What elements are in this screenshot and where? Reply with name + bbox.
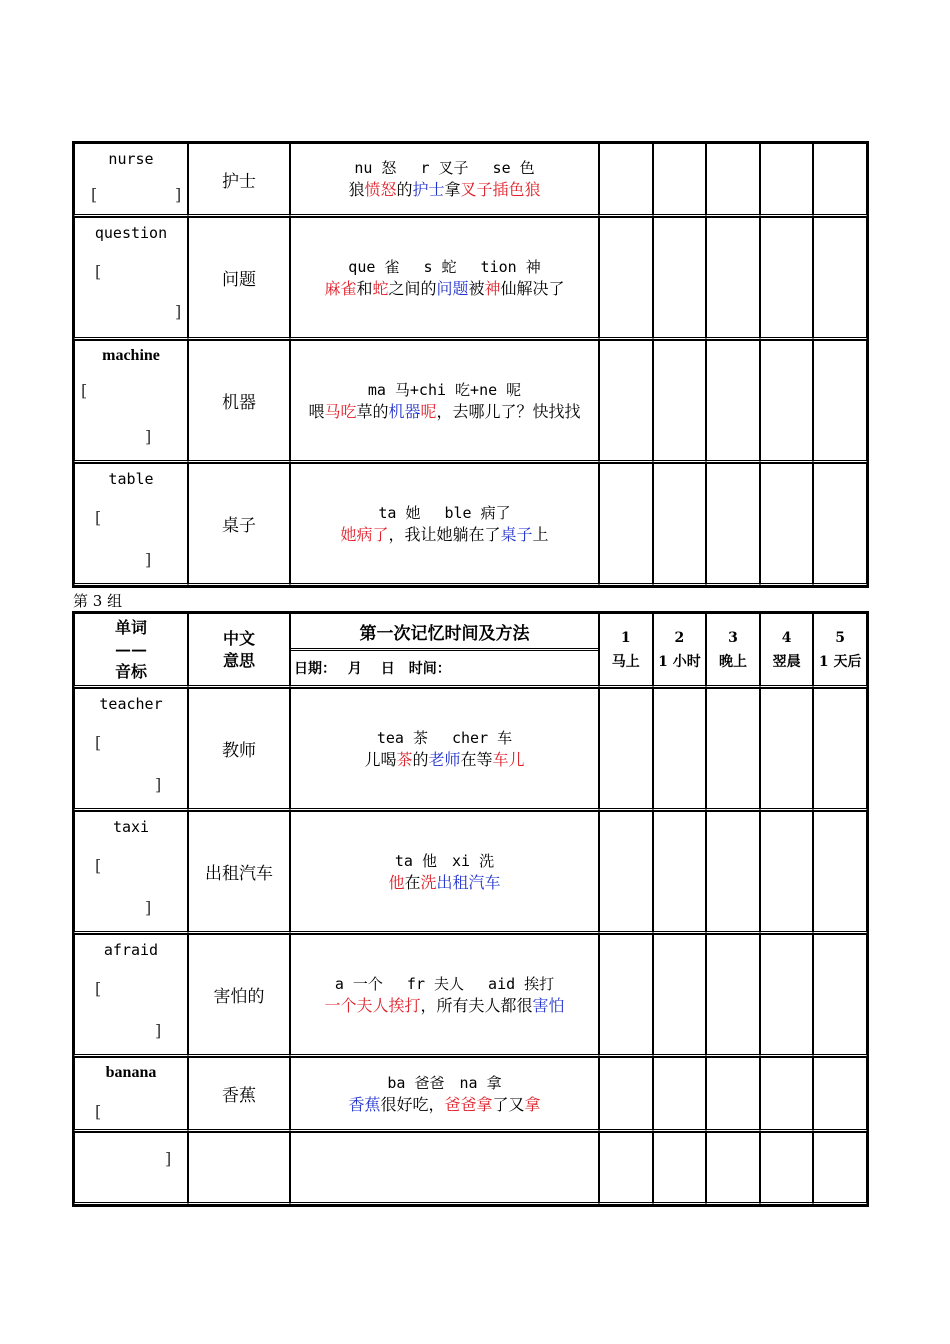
review-check-cell[interactable]	[706, 143, 760, 217]
story-segment: 爸爸拿	[444, 1094, 493, 1114]
header-method-title: 第一次记忆时间及方法	[291, 614, 598, 651]
story-segment: 香蕉	[348, 1094, 381, 1114]
story-segment: 狼	[348, 180, 365, 199]
review-check-cell[interactable]	[813, 934, 867, 1057]
review-check-cell[interactable]	[813, 217, 867, 340]
story-segment: 神	[484, 278, 501, 298]
memory-story	[291, 1094, 598, 1115]
word-cell	[74, 217, 188, 340]
memory-story	[291, 872, 598, 893]
memory-method	[290, 217, 599, 340]
word-row	[74, 688, 867, 811]
review-check-cell[interactable]	[813, 811, 867, 934]
story-segment: 草的	[356, 401, 389, 421]
header-dash: ——	[115, 639, 147, 659]
word-row	[74, 1057, 867, 1132]
syllable-breakdown: a 一个 fr 夫人 aid 挨打	[334, 974, 555, 993]
syllable-breakdown: ta 她 ble 病了	[378, 503, 511, 522]
review-check-cell[interactable]	[599, 811, 653, 934]
word-table-group-2	[72, 141, 869, 588]
english-word: nurse	[108, 150, 154, 168]
story-segment: 儿喝	[364, 749, 397, 769]
chinese-meaning: 桌子	[188, 463, 290, 586]
story-segment: 马吃	[324, 401, 357, 421]
chinese-meaning: 护士	[188, 143, 290, 217]
review-check-cell[interactable]	[706, 934, 760, 1057]
phonetic-bracket-open: [	[95, 262, 102, 281]
review-check-cell[interactable]	[706, 688, 760, 811]
memory-story	[291, 401, 598, 422]
header-word-cell	[74, 613, 188, 688]
group-label: 第 3 组	[73, 592, 123, 610]
phonetic-bracket-close: ]	[165, 1149, 172, 1168]
review-check-cell[interactable]	[760, 463, 814, 586]
review-check-cell[interactable]	[599, 688, 653, 811]
word-row	[74, 934, 867, 1057]
review-check-cell[interactable]	[653, 217, 707, 340]
english-word: question	[94, 224, 168, 242]
review-check-cell[interactable]	[760, 217, 814, 340]
review-check-cell[interactable]	[706, 811, 760, 934]
review-check-cell[interactable]	[706, 340, 760, 463]
chinese-meaning: 机器	[188, 340, 290, 463]
review-check-cell[interactable]	[706, 217, 760, 340]
review-check-cell[interactable]	[760, 811, 814, 934]
story-segment: 问题	[436, 278, 469, 298]
review-check-cell[interactable]	[760, 688, 814, 811]
chinese-meaning: 教师	[188, 688, 290, 811]
phonetic-bracket-close: ]	[145, 427, 152, 446]
review-check-cell[interactable]	[653, 688, 707, 811]
review-check-cell[interactable]	[706, 1057, 760, 1132]
empty-cell	[290, 1132, 599, 1205]
story-segment: 护士	[412, 180, 445, 199]
review-check-cell[interactable]	[760, 1057, 814, 1132]
header-review-5: 5 1 天后	[813, 613, 867, 688]
memory-story	[291, 278, 598, 299]
story-segment: 在	[404, 872, 421, 892]
story-segment: ，我让她躺在了	[388, 524, 501, 544]
review-check-cell[interactable]	[760, 340, 814, 463]
review-check-cell[interactable]	[813, 1132, 867, 1205]
story-segment: 上	[532, 524, 549, 544]
review-check-cell[interactable]	[813, 1057, 867, 1132]
story-segment: 一个夫人挨打	[324, 995, 421, 1015]
review-check-cell[interactable]	[599, 340, 653, 463]
story-segment: 麻雀	[324, 278, 357, 298]
review-check-cell[interactable]	[653, 340, 707, 463]
header-review-4: 4 翌晨	[760, 613, 814, 688]
syllable-breakdown: ba 爸爸 na 拿	[387, 1073, 502, 1092]
word-cell	[74, 934, 188, 1057]
story-segment: ，所有夫人都很	[420, 995, 533, 1015]
story-segment: 洗	[420, 872, 437, 892]
story-segment: 呢	[420, 401, 437, 421]
empty-cell	[188, 1132, 290, 1205]
phonetic-bracket-open: [	[95, 856, 102, 875]
phonetic-bracket-close: ]	[145, 550, 152, 569]
story-segment: 老师	[428, 749, 461, 769]
review-check-cell[interactable]	[813, 143, 867, 217]
word-cell	[74, 811, 188, 934]
syllable-breakdown: ma 马+chi 吃+ne 呢	[367, 380, 522, 399]
word-cell	[74, 1057, 188, 1132]
story-segment: 被	[468, 278, 485, 298]
phonetic-bracket-close: ]	[155, 1021, 162, 1040]
phonetic-bracket-close: ]	[175, 302, 182, 321]
review-check-cell[interactable]	[653, 934, 707, 1057]
review-check-cell[interactable]	[813, 463, 867, 586]
word-cell	[74, 1132, 188, 1205]
review-check-cell[interactable]	[706, 1132, 760, 1205]
review-check-cell[interactable]	[653, 1057, 707, 1132]
story-segment: ，去哪儿了？快找找	[436, 401, 581, 421]
review-check-cell[interactable]	[760, 1132, 814, 1205]
phonetic-bracket-open: [	[95, 1102, 102, 1121]
review-check-cell[interactable]	[599, 143, 653, 217]
story-segment: 出租汽车	[436, 872, 501, 892]
word-cell	[74, 463, 188, 586]
memory-method	[290, 1057, 599, 1132]
story-segment: 拿	[524, 1094, 541, 1114]
review-check-cell[interactable]	[599, 463, 653, 586]
english-word: banana	[105, 1064, 157, 1081]
phonetic-bracket-open: [	[95, 733, 102, 752]
review-check-cell[interactable]	[599, 934, 653, 1057]
story-segment: 了又	[492, 1094, 525, 1114]
review-check-cell[interactable]	[813, 688, 867, 811]
story-segment: 蛇	[372, 278, 389, 298]
story-segment: 喂	[308, 401, 325, 421]
story-segment: 他	[388, 872, 405, 892]
english-word: table	[108, 470, 154, 488]
review-check-cell[interactable]	[599, 217, 653, 340]
chinese-meaning: 出租汽车	[188, 811, 290, 934]
header-review-3: 3 晚上	[706, 613, 760, 688]
phonetic-bracket-close: ]	[145, 898, 152, 917]
memory-story	[291, 995, 598, 1016]
story-segment: 叉子插色狼	[460, 180, 541, 199]
syllable-breakdown: que 雀 s 蛇 tion 神	[348, 257, 541, 276]
phonetic-bracket-close: ]	[155, 775, 162, 794]
review-check-cell[interactable]	[760, 934, 814, 1057]
memory-story	[291, 749, 598, 770]
chinese-meaning: 问题	[188, 217, 290, 340]
english-word: teacher	[99, 695, 163, 713]
story-segment: 的	[412, 749, 429, 769]
memory-method	[290, 688, 599, 811]
phonetic-bracket-open: [	[95, 508, 102, 527]
word-row	[74, 143, 867, 217]
header-phonetic-label: 音标	[114, 661, 147, 681]
memory-story	[291, 179, 598, 200]
phonetic-bracket-open: [	[81, 381, 88, 400]
word-row	[74, 463, 867, 586]
memory-method	[290, 340, 599, 463]
header-method-date: 日期： 月 日 时间：	[294, 661, 451, 677]
header-word-label: 单词	[114, 617, 147, 637]
story-segment: 机器	[388, 401, 421, 421]
story-segment: 愤怒	[364, 180, 397, 199]
word-table-group-3	[72, 611, 869, 1207]
review-check-cell[interactable]	[760, 143, 814, 217]
word-row	[74, 811, 867, 934]
story-segment: 桌子	[500, 524, 533, 544]
review-check-cell[interactable]	[653, 143, 707, 217]
memory-method	[290, 811, 599, 934]
story-segment: 仙解决了	[500, 278, 565, 298]
english-word: afraid	[103, 941, 159, 959]
chinese-meaning: 香蕉	[188, 1057, 290, 1132]
memory-method	[290, 934, 599, 1057]
story-segment: 她病了	[340, 524, 389, 544]
header-row	[74, 613, 867, 688]
review-check-cell[interactable]	[653, 811, 707, 934]
english-word: taxi	[112, 818, 150, 836]
word-row	[74, 340, 867, 463]
story-segment: 害怕	[532, 995, 565, 1015]
header-meaning: 中文 意思	[188, 613, 290, 688]
word-cell	[74, 688, 188, 811]
header-review-1: 1 马上	[599, 613, 653, 688]
word-row-continuation	[74, 1132, 867, 1205]
word-cell	[74, 143, 188, 217]
review-check-cell[interactable]	[706, 463, 760, 586]
word-row	[74, 217, 867, 340]
review-check-cell[interactable]	[653, 1132, 707, 1205]
header-review-2: 2 1 小时	[653, 613, 707, 688]
story-segment: 之间的	[388, 278, 437, 298]
memory-method	[290, 143, 599, 217]
phonetic-bracket-close: ]	[175, 185, 182, 204]
syllable-breakdown: nu 怒 r 叉子 se 色	[354, 159, 535, 177]
review-check-cell[interactable]	[599, 1132, 653, 1205]
syllable-breakdown: tea 茶 cher 车	[376, 728, 513, 747]
phonetic-bracket-open: [	[91, 185, 98, 204]
story-segment: 在等	[460, 749, 493, 769]
header-method-cell	[290, 613, 599, 688]
story-segment: 和	[356, 278, 373, 298]
review-check-cell[interactable]	[813, 340, 867, 463]
review-check-cell[interactable]	[653, 463, 707, 586]
story-segment: 很好吃，	[380, 1094, 445, 1114]
review-check-cell[interactable]	[599, 1057, 653, 1132]
story-segment: 车儿	[492, 749, 525, 769]
phonetic-bracket-open: [	[95, 979, 102, 998]
memory-story	[291, 524, 598, 545]
syllable-breakdown: ta 他 xi 洗	[394, 851, 495, 870]
memory-method	[290, 463, 599, 586]
english-word: machine	[102, 347, 160, 364]
word-cell	[74, 340, 188, 463]
story-segment: 茶	[396, 749, 413, 769]
story-segment: 的	[396, 180, 413, 199]
chinese-meaning: 害怕的	[188, 934, 290, 1057]
story-segment: 拿	[444, 180, 461, 199]
